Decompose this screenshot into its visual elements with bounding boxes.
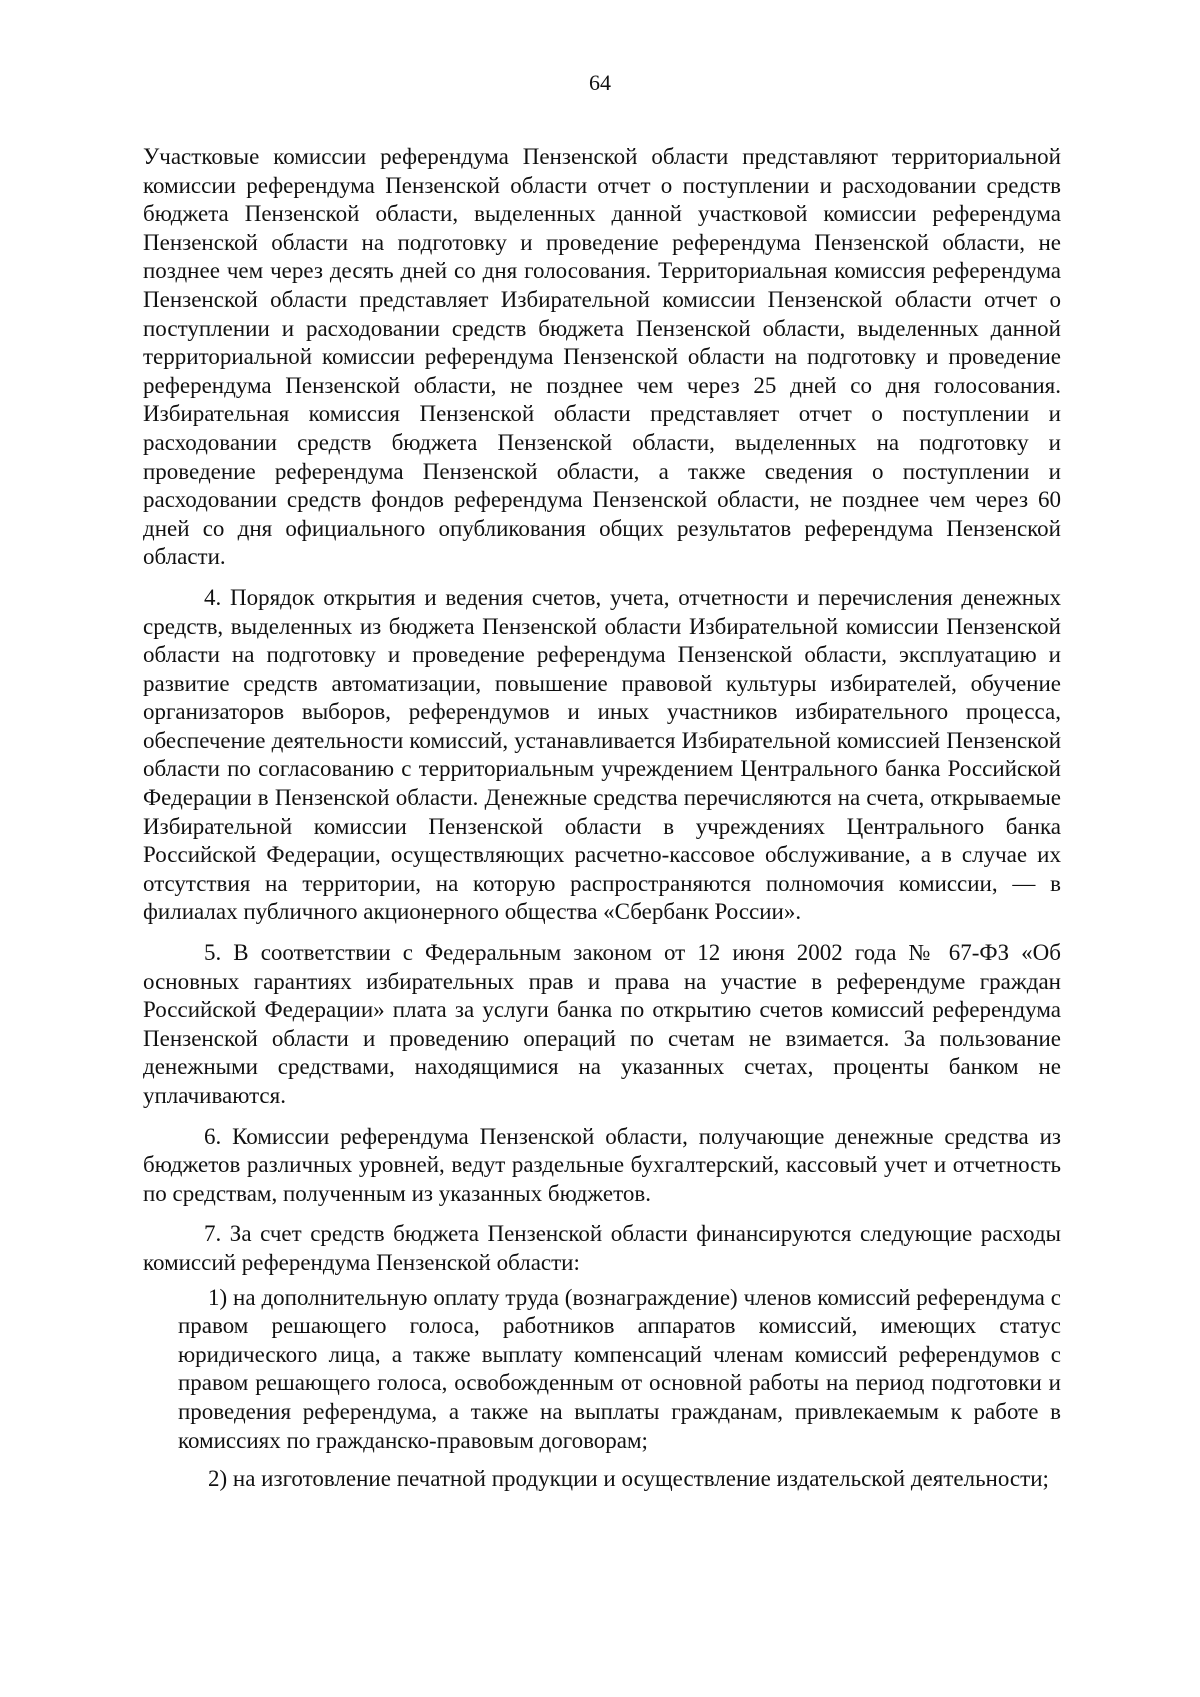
paragraph-5-bank-fees: 5. В соответствии с Федеральным законом от 12 июня 2002 года № 67-ФЗ «Об основных гарантиях избирательных прав и права на участие в референдуме граждан Российской Федерации» плата за услуги банка по открытию счетов комиссий референдума Пензенской области и проведению операций по счетам не взимается. За пользование денежными средствами, находящимися на указанных счетах, проценты банком не уплачиваются. [143,940,1061,1108]
list-item-1-labor-payment: 1) на дополнительную оплату труда (вознаграждение) членов комиссий референдума с правом решающего голоса, работников аппаратов комиссий, имеющих статус юридического лица, а также выплату компенсаций членам комиссий референдумов с правом решающего голоса, освобожденным от основной работы на период подготовки и проведения референдума, а также на выплаты гражданам, привлекаемым к работе в комиссиях по гражданско-правовым договорам; [178,1284,1061,1453]
list-item-2-printing: 2) на изготовление печатной продукции и осуществление издательской деятельности; [208,1466,1049,1492]
page-number: 64 [589,70,611,95]
paragraph-7-financed-expenses: 7. За счет средств бюджета Пензенской области финансируются следующие расходы комиссий референдума Пензенской области: [143,1221,1061,1275]
document-body [143,143,1061,1504]
paragraph-referendum-reports: Участковые комиссии референдума Пензенской области представляют территориальной комиссии референдума Пензенской области отчет о поступлении и расходовании средств бюджета Пензенской области, выделенных данной участковой комиссии референдума Пензенской области на подготовку и проведение референдума Пензенской области, не позднее чем через десять дней со дня голосования. Территориальная комиссия референдума Пензенской области представляет Избирательной комиссии Пензенской области отчет о поступлении и расходовании средств бюджета Пензенской области, выделенных данной территориальной комиссии референдума Пензенской области на подготовку и проведение референдума Пензенской области, не позднее чем через 25 дней со дня голосования. Избирательная комиссия Пензенской области представляет отчет о поступлении и расходовании средств бюджета Пензенской области, выделенных на подготовку и проведение референдума Пензенской области, а также сведения о поступлении и расходовании средств фондов референдума Пензенской области, не позднее чем через 60 дней со дня официального опубликования общих результатов референдума Пензенской области. [143,144,1061,570]
paragraph-4-accounts-procedure: 4. Порядок открытия и ведения счетов, учета, отчетности и перечисления денежных средств, выделенных из бюджета Пензенской области Избирательной комиссии Пензенской области на подготовку и проведение референдума Пензенской области, эксплуатацию и развитие средств автоматизации, повышение правовой культуры избирателей, обучение организаторов выборов, референдумов и иных участников избирательного процесса, обеспечение деятельности комиссий, устанавливается Избирательной комиссией Пензенской области по согласованию с территориальным учреждением Центрального банка Российской Федерации в Пензенской области. Денежные средства перечисляются на счета, открываемые Избирательной комиссии Пензенской области в учреждениях Центрального банка Российской Федерации, осуществляющих расчетно-кассовое обслуживание, а в случае их отсутствия на территории, на которую распространяются полномочия комиссии, — в филиалах публичного акционерного общества «Сбербанк России». [143,584,1061,925]
paragraph-6-separate-accounting: 6. Комиссии референдума Пензенской области, получающие денежные средства из бюджетов различных уровней, ведут раздельные бухгалтерский, кассовый учет и отчетность по средствам, полученным из указанных бюджетов. [143,1123,1061,1206]
